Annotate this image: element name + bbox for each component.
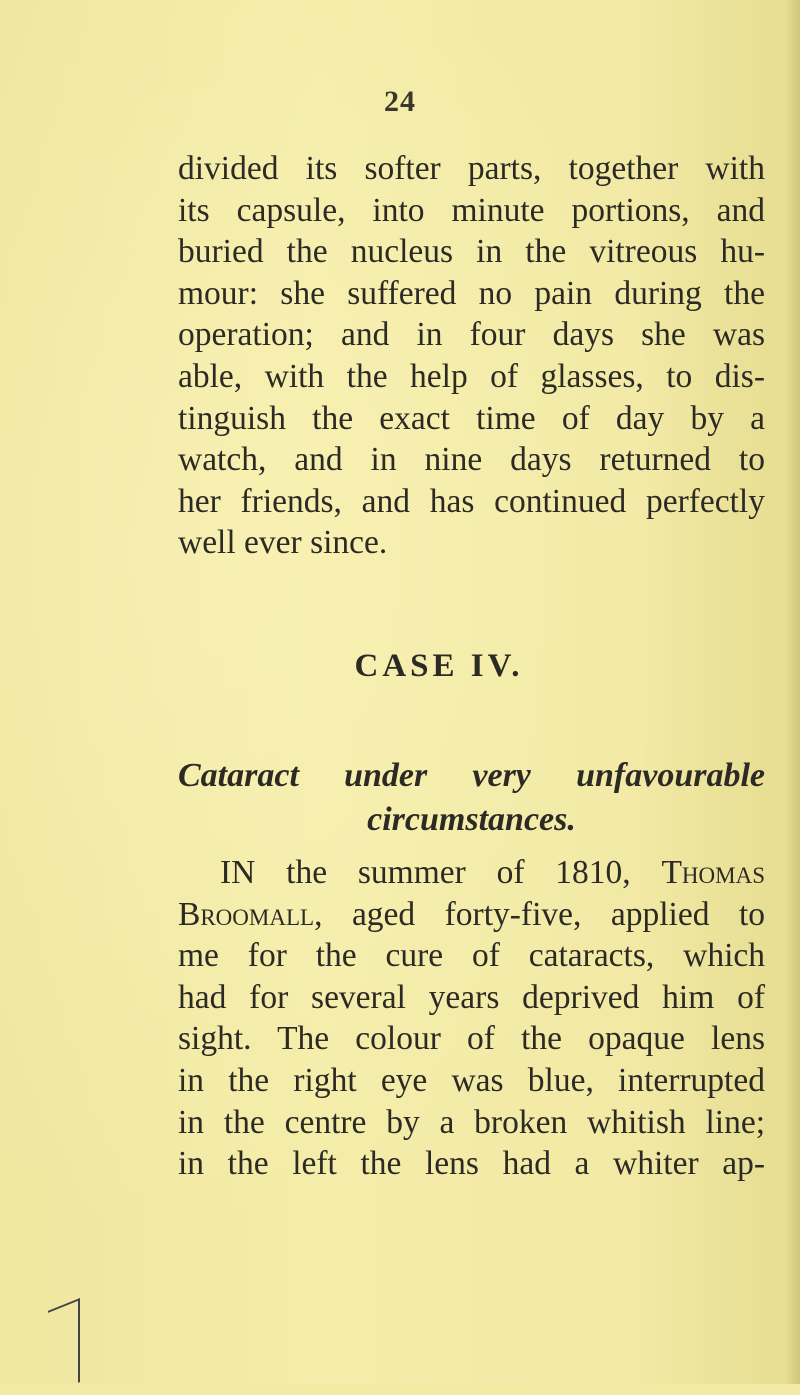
text-line: in the right eye was blue, interrupted bbox=[178, 1061, 765, 1099]
case-subtitle-line-1: Cataract under very unfavourable bbox=[178, 757, 765, 794]
text-line: me for the cure of cataracts, which bbox=[178, 937, 765, 975]
text-line: mour: she suffered no pain during the bbox=[178, 274, 765, 312]
text-line: able, with the help of glasses, to dis- bbox=[178, 357, 765, 395]
page-number: 24 bbox=[384, 85, 416, 118]
text-line: well ever since. bbox=[178, 524, 388, 562]
text-line: tinguish the exact time of day by a bbox=[178, 399, 765, 437]
text-line: buried the nucleus in the vitreous hu- bbox=[178, 233, 765, 271]
text-fragment: aged forty-five, applied to bbox=[351, 895, 765, 933]
text-line: in the centre by a broken whitish line; bbox=[178, 1103, 765, 1141]
text-line bbox=[178, 852, 765, 894]
text-fragment: IN the summer of 1810, bbox=[220, 854, 631, 891]
case-heading: CASE IV. bbox=[354, 648, 524, 684]
text-line: divided its softer parts, together with bbox=[178, 150, 765, 187]
page-edge-shadow bbox=[786, 0, 800, 1384]
person-name-last: Broomall, bbox=[178, 895, 323, 933]
text-line: its capsule, into minute portions, and bbox=[178, 191, 765, 229]
case-subtitle bbox=[178, 754, 765, 842]
text-line: her friends, and has continued perfectly bbox=[178, 482, 765, 520]
text-line: had for several years deprived him of bbox=[178, 978, 765, 1016]
margin-bracket-mark bbox=[48, 1298, 80, 1395]
text-line: watch, and in nine days returned to bbox=[178, 441, 765, 479]
paragraph-1 bbox=[178, 148, 765, 564]
case-subtitle-line-2: circumstances. bbox=[367, 801, 576, 838]
text-line bbox=[178, 894, 765, 936]
text-line: operation; and in four days she was bbox=[178, 316, 765, 354]
text-line: sight. The colour of the opaque lens bbox=[178, 1020, 765, 1058]
person-name-first: Thomas bbox=[661, 854, 766, 891]
paragraph-2 bbox=[178, 852, 765, 1185]
text-line: in the left the lens had a whiter ap- bbox=[178, 1145, 765, 1183]
